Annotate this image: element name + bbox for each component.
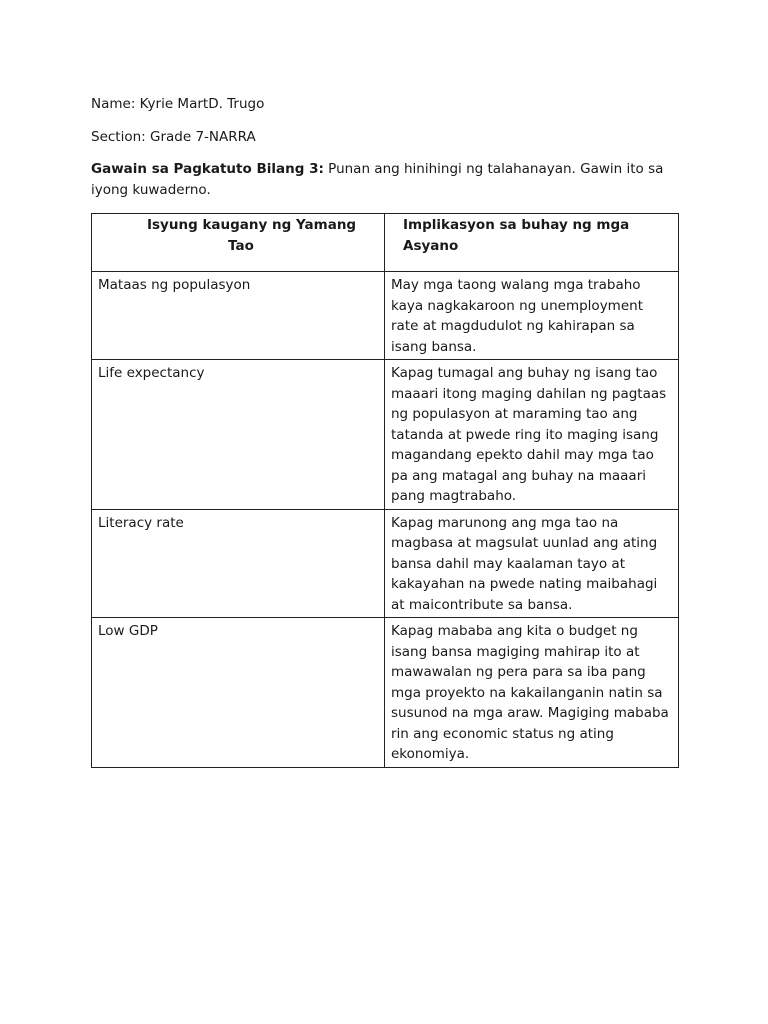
worksheet-table [91,213,679,768]
activity-title: Gawain sa Pagkatuto Bilang 3 [91,161,319,177]
table-row [92,272,679,360]
student-section: Section: Grade 7-NARRA [91,129,256,145]
cell-issue: Literacy rate [92,509,385,618]
header-issue-line1: Isyung kaugany ng Yamang [147,217,357,233]
header-issue-line2: Tao [228,237,254,254]
table-row [92,618,679,768]
cell-issue: Mataas ng populasyon [92,272,385,360]
header-issue [92,214,385,272]
activity-title-colon: : [318,161,324,177]
cell-implication: May mga taong walang mga trabaho kaya nagkakaroon ng unemployment rate at magdudulot ng kahirapan sa isang bansa. [385,272,679,360]
table-header-row [92,214,679,272]
cell-implication: Kapag mababa ang kita o budget ng isang bansa magiging mahirap ito at mawawalan ng pera para sa iba pang mga proyekto na kakailanganin natin sa susunod na mga araw. Magiging mababa rin ang economic status ng ating ekonomiya. [385,618,679,768]
student-name: Name: Kyrie MartD. Trugo [91,96,265,112]
activity-instruction [91,159,681,201]
table-row [92,360,679,510]
header-implication: Implikasyon sa buhay ng mga Asyano [385,214,679,272]
table-row [92,509,679,618]
cell-issue: Life expectancy [92,360,385,510]
cell-implication: Kapag marunong ang mga tao na magbasa at magsulat uunlad ang ating bansa dahil may kaalaman tayo at kakayahan na pwede nating maibahagi at maicontribute sa bansa. [385,509,679,618]
cell-implication: Kapag tumagal ang buhay ng isang tao maaari itong maging dahilan ng pagtaas ng populasyon at maraming tao ang tatanda at pwede ring ito maging isang magandang epekto dahil may mga tao pa ang matagal ang buhay na maaari pang magtrabaho. [385,360,679,510]
activity-instruction-text: Punan ang hinihingi ng talahanayan. Gawin ito sa iyong kuwaderno. [91,161,664,198]
cell-issue: Low GDP [92,618,385,768]
